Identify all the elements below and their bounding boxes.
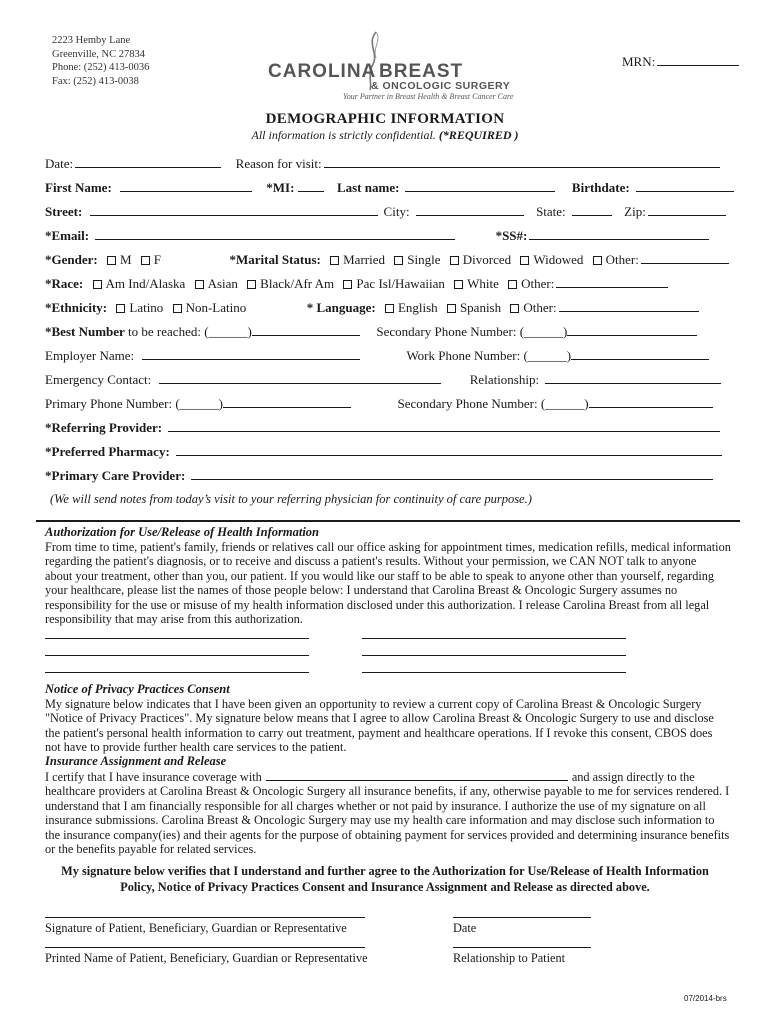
last-name-field[interactable] <box>405 180 555 192</box>
mi-label: *MI: <box>266 180 295 195</box>
reason-field[interactable] <box>324 156 720 168</box>
logo-carolina: CAROLINA <box>268 61 377 82</box>
relationship-field[interactable] <box>545 372 721 384</box>
form-title: DEMOGRAPHIC INFORMATION <box>265 111 505 127</box>
language-english-checkbox[interactable] <box>385 304 394 313</box>
row-referring <box>45 420 722 436</box>
privacy-line: My signature below indicates that I have been given an opportunity to review a current copy of Carolina Breast & Oncologic Surgery <box>45 697 702 711</box>
gender-f-label: F <box>153 252 162 267</box>
section-divider <box>36 520 740 522</box>
date-label: Date: <box>45 156 74 171</box>
auth-line: about your treatment, other than you, our patient. If you would like our staff to be able to speak to anyone other than yourself, regarding <box>45 568 715 583</box>
race-white-checkbox[interactable] <box>454 280 463 289</box>
signature-statement <box>0 863 770 895</box>
form-subtitle <box>0 128 770 143</box>
language-english-label: English <box>397 300 438 315</box>
zip-field[interactable] <box>648 204 726 216</box>
primary-phone-label: Primary Phone Number: <box>45 396 173 411</box>
row-ethnicity <box>45 300 701 316</box>
referring-note: (We will send notes from today’s visit to your referring physician for continuity of care purpose.) <box>50 492 532 506</box>
marital-other-checkbox[interactable] <box>593 256 602 265</box>
printed-name-line[interactable] <box>45 947 365 948</box>
mi-field[interactable] <box>298 180 324 192</box>
row-pcp <box>45 468 715 484</box>
auth-line: responsibility that may arise from this authorization. <box>45 612 303 627</box>
email-label: *Email: <box>45 228 90 243</box>
zip-label: Zip: <box>624 204 646 219</box>
logo-oncologic: & ONCOLOGIC SURGERY <box>371 80 511 92</box>
state-label: State: <box>536 204 566 219</box>
confidential-text: All information is strictly confidential. <box>251 128 436 142</box>
last-name-label: Last name: <box>336 180 400 195</box>
date-signature-line[interactable] <box>453 917 591 918</box>
authorization-heading: Authorization for Use/Release of Health Information <box>45 525 319 539</box>
authorized-person-line[interactable] <box>362 672 626 673</box>
best-number-label: *Best Number <box>45 324 125 339</box>
ss-field[interactable] <box>529 228 709 240</box>
row-best-number <box>45 324 699 340</box>
marital-married-checkbox[interactable] <box>330 256 339 265</box>
language-other-label: Other: <box>523 300 557 315</box>
date-field[interactable] <box>75 156 221 168</box>
secondary-phone-label-1: Secondary Phone Number: <box>376 324 517 339</box>
auth-line: From time to time, patient's family, friends or relatives call our office asking for appointment times, medication refills, medical information <box>45 540 731 554</box>
work-phone-area[interactable]: (______) <box>523 348 572 363</box>
marital-divorced-checkbox[interactable] <box>450 256 459 265</box>
privacy-heading: Notice of Privacy Practices Consent <box>45 682 230 696</box>
insurance-line: healthcare providers at Carolina Breast & Oncologic Surgery all insurance benefits, if any, otherwise payable to me for services rendered. I <box>45 784 730 799</box>
state-field[interactable] <box>572 204 612 216</box>
pharmacy-field[interactable] <box>176 444 722 456</box>
race-black-checkbox[interactable] <box>247 280 256 289</box>
clinic-logo <box>268 30 514 101</box>
authorized-person-line[interactable] <box>45 638 309 639</box>
address-street: 2223 Hemby Lane <box>52 35 131 46</box>
ethnicity-latino-label: Latino <box>129 300 164 315</box>
reason-label: Reason for visit: <box>235 156 322 171</box>
logo-breast: BREAST <box>379 61 464 82</box>
relationship-label: Relationship: <box>469 372 540 387</box>
authorization-text <box>45 540 731 626</box>
ethnicity-latino-checkbox[interactable] <box>116 304 125 313</box>
emergency-label: Emergency Contact: <box>45 372 152 387</box>
secondary-phone-field-1[interactable] <box>567 324 697 336</box>
address-phone: Phone: (252) 413-0036 <box>52 62 150 73</box>
work-phone-field[interactable] <box>571 348 709 360</box>
row-email <box>45 228 711 244</box>
privacy-text <box>45 697 731 755</box>
row-pharmacy <box>45 444 724 460</box>
mrn-field[interactable] <box>622 54 741 70</box>
race-white-label: White <box>467 276 499 291</box>
race-other-checkbox[interactable] <box>508 280 517 289</box>
birthdate-label: Birthdate: <box>571 180 630 195</box>
best-number-area[interactable]: (______) <box>204 324 252 339</box>
signature-statement-line: Policy, Notice of Privacy Practices Consent and Insurance Assignment and Release as directed above. <box>120 880 650 894</box>
marital-single-label: Single <box>407 252 441 267</box>
race-other-field[interactable] <box>556 276 668 288</box>
insurance-line: the insurance company(ies) and their agents for the purpose of obtaining payment for services provided and determining insurance benefits <box>45 827 730 842</box>
clinic-address <box>52 34 149 88</box>
ethnicity-nonlatino-label: Non-Latino <box>185 300 247 315</box>
employer-label: Employer Name: <box>45 348 135 363</box>
row-address <box>45 204 728 220</box>
referring-label: *Referring Provider: <box>45 420 163 435</box>
privacy-line: not have to provide further health care services to the patient. <box>45 740 347 755</box>
language-other-field[interactable] <box>559 300 699 312</box>
primary-phone-area[interactable]: (______) <box>175 396 224 411</box>
race-asian-label: Asian <box>207 276 238 291</box>
authorized-person-line[interactable] <box>45 672 309 673</box>
secondary-phone-area-1[interactable]: (______) <box>519 324 568 339</box>
street-field[interactable] <box>90 204 378 216</box>
secondary-phone-label-2: Secondary Phone Number: <box>397 396 538 411</box>
form-version-code: 07/2014-brs <box>684 994 727 1003</box>
emergency-field[interactable] <box>159 372 441 384</box>
marital-married-label: Married <box>343 252 385 267</box>
mrn-label: MRN: <box>622 54 656 69</box>
marital-divorced-label: Divorced <box>462 252 512 267</box>
insurance-company-field[interactable] <box>266 769 568 781</box>
work-phone-label: Work Phone Number: <box>406 348 521 363</box>
birthdate-field[interactable] <box>636 180 734 192</box>
ethnicity-nonlatino-checkbox[interactable] <box>173 304 182 313</box>
required-note: (*REQUIRED ) <box>438 128 519 142</box>
insurance-text <box>45 769 731 856</box>
date-caption: Date <box>453 921 477 935</box>
address-city: Greenville, NC 27834 <box>52 48 146 60</box>
language-spanish-label: Spanish <box>459 300 502 315</box>
ss-label: *SS#: <box>495 228 528 243</box>
insurance-line-1 <box>45 769 731 784</box>
best-number-label-rest: to be reached: <box>128 324 201 339</box>
insurance-line: or the benefits payable for related services. <box>45 842 257 857</box>
primary-phone-field[interactable] <box>223 396 351 408</box>
insurance-line: understand that I am financially responsible for all charges whether or not paid by insurance. I authorize the use of my signature on all <box>45 798 706 813</box>
insurance-heading: Insurance Assignment and Release <box>45 754 227 768</box>
gender-label: *Gender: <box>45 252 98 267</box>
referring-field[interactable] <box>168 420 720 432</box>
relationship-signature-line[interactable] <box>453 947 591 948</box>
secondary-phone-area-2[interactable]: (______) <box>540 396 589 411</box>
street-label: Street: <box>45 204 83 219</box>
row-primary-phone <box>45 396 715 412</box>
race-asian-checkbox[interactable] <box>195 280 204 289</box>
race-label: *Race: <box>45 276 84 291</box>
race-amind-checkbox[interactable] <box>93 280 102 289</box>
marital-other-field[interactable] <box>641 252 729 264</box>
row-race <box>45 276 670 292</box>
relationship-caption: Relationship to Patient <box>453 951 566 965</box>
insurance-line: insurance submissions. Carolina Breast & Oncologic Surgery may use my health care information and may disclose such information to <box>45 813 715 828</box>
row-emergency <box>45 372 723 388</box>
best-number-field[interactable] <box>252 324 360 336</box>
row-gender <box>45 252 731 268</box>
gender-m-label: M <box>119 252 132 267</box>
race-black-label: Black/Afr Am <box>260 276 335 291</box>
auth-line: responsibility for the use or misuse of my health information disclosed under this authorization. I release Carolina Breast from all legal <box>45 597 710 612</box>
marital-widowed-checkbox[interactable] <box>520 256 529 265</box>
privacy-line: "Notice of Privacy Practices". My signature below means that I agree to allow Carolina Breast & Oncologic Surgery to use and disclose <box>45 711 714 726</box>
auth-line: your healthcare, please list the names of those people below: I understand that Carolina Breast & Oncologic Surgery assumes no <box>45 583 678 598</box>
signature-line[interactable] <box>45 917 365 918</box>
authorized-person-line[interactable] <box>362 655 626 656</box>
race-pacisl-checkbox[interactable] <box>343 280 352 289</box>
marital-single-checkbox[interactable] <box>394 256 403 265</box>
authorized-person-line[interactable] <box>45 655 309 656</box>
insurance-line-end: and assign directly to the <box>571 770 695 784</box>
email-field[interactable] <box>95 228 455 240</box>
city-field[interactable] <box>416 204 524 216</box>
row-employer <box>45 348 711 364</box>
printed-name-caption: Printed Name of Patient, Beneficiary, Guardian or Representative <box>45 951 368 965</box>
gender-f-checkbox[interactable] <box>141 256 150 265</box>
language-other-checkbox[interactable] <box>510 304 519 313</box>
row-date-reason <box>45 156 722 172</box>
signature-statement-line: My signature below verifies that I understand and further agree to the Authorization for Use/Release of Health Information <box>61 864 709 878</box>
row-name <box>45 180 736 196</box>
race-amind-label: Am Ind/Alaska <box>105 276 186 291</box>
privacy-line: the patient's personal health information to carry out treatment, payment and healthcare operations. If I revoke this consent, CBOS does <box>45 725 713 740</box>
language-spanish-checkbox[interactable] <box>447 304 456 313</box>
pcp-label: *Primary Care Provider: <box>45 468 186 483</box>
insurance-line-start: I certify that I have insurance coverage with <box>45 770 262 784</box>
employer-field[interactable] <box>142 348 360 360</box>
city-label: City: <box>383 204 410 219</box>
race-other-label: Other: <box>521 276 555 291</box>
marital-other-label: Other: <box>605 252 639 267</box>
language-label: * Language: <box>306 300 376 315</box>
logo-tagline: Your Partner in Breast Health & Breast Cancer Care <box>343 92 514 101</box>
ethnicity-label: *Ethnicity: <box>45 300 108 315</box>
marital-label: *Marital Status: <box>229 252 321 267</box>
pharmacy-label: *Preferred Pharmacy: <box>45 444 170 459</box>
pcp-field[interactable] <box>191 468 713 480</box>
authorized-person-line[interactable] <box>362 638 626 639</box>
first-name-field[interactable] <box>120 180 252 192</box>
race-pacisl-label: Pac Isl/Hawaiian <box>356 276 445 291</box>
first-name-label: First Name: <box>45 180 112 195</box>
auth-line: regarding the patient's diagnosis, or to receive and discuss a patient's results. Without your permission, we CAN NOT talk to anyone <box>45 554 697 569</box>
marital-widowed-label: Widowed <box>533 252 584 267</box>
gender-m-checkbox[interactable] <box>107 256 116 265</box>
secondary-phone-field-2[interactable] <box>589 396 713 408</box>
signature-caption: Signature of Patient, Beneficiary, Guardian or Representative <box>45 921 347 935</box>
address-fax: Fax: (252) 413-0038 <box>52 75 139 87</box>
